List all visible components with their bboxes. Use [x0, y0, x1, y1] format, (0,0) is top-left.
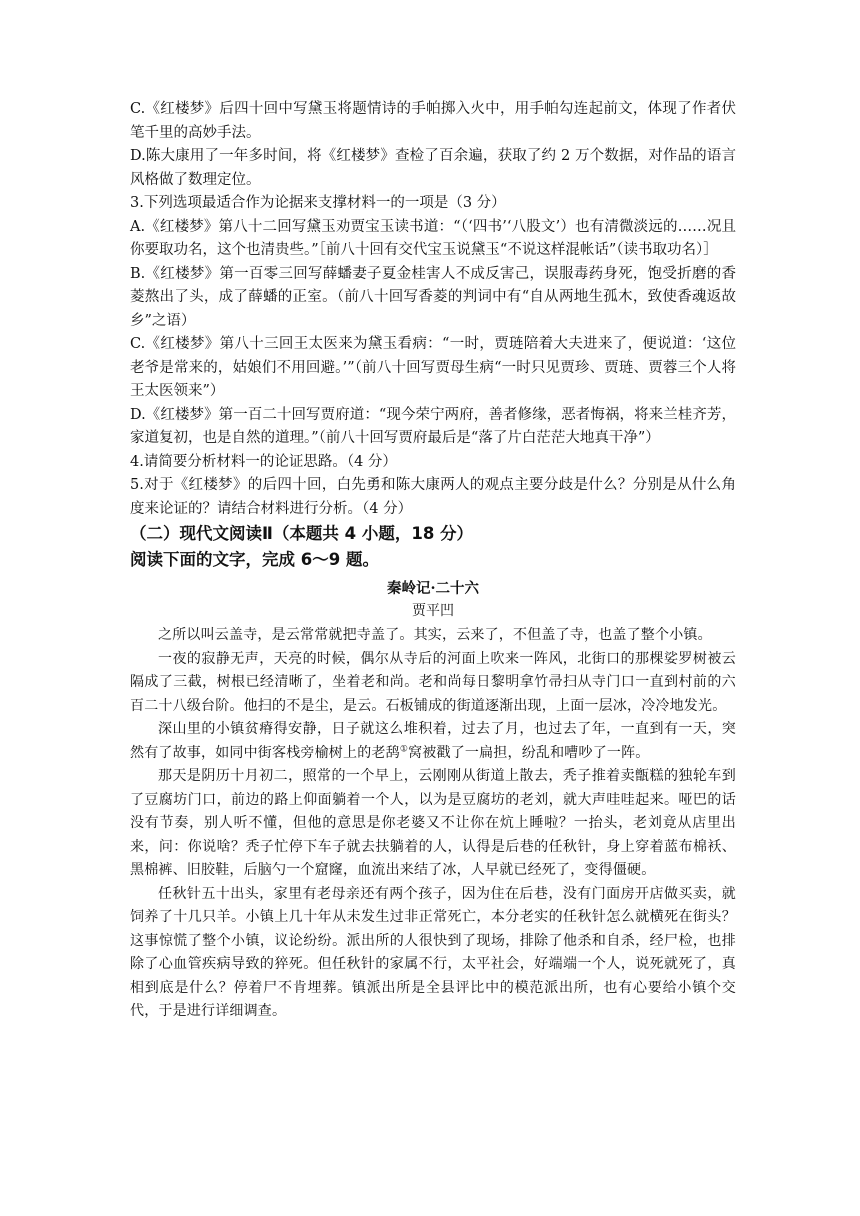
q3-option-a: A.《红楼梦》第八十二回写黛玉劝贾宝玉读书道：“（‘四书’‘八股文’）也有清微淡远的……况且你要取功名，这个也清贵些。”［前八十回有交代宝玉说黛玉“不说这样混帐话”（读书取功名）］ [130, 218, 736, 258]
option-c: C.《红楼梦》后四十回中写黛玉将题情诗的手帕掷入火中，用手帕勾连起前文，体现了作者伏笔千里的高妙手法。 [130, 101, 736, 141]
option-d: D.陈大康用了一年多时间，将《红楼梦》查检了百余遍，获取了约 2 万个数据，对作品的语言风格做了数理定位。 [130, 148, 736, 188]
section-title: （二）现代文阅读Ⅱ（本题共 4 小题，18 分） [130, 524, 474, 543]
article-paragraph-5: 任秋针五十出头，家里有老母亲还有两个孩子，因为住在后巷，没有门面房开店做买卖，就饲养了十几只羊。小镇上几十年从未发生过非正常死亡，本分老实的任秋针怎么就横死在街头？这事惊慌了整个小镇，议论纷纷。派出所的人很快到了现场，排除了他杀和自杀，经尸检，也排除了心血管疾病导致的猝死。但任秋针的家属不行，太平社会，好端端一个人，说死就死了，真相到底是什么？停着尸不肯埋葬。镇派出所是全县评比中的模范派出所，也有心要给小镇个交代，于是进行详细调查。 [130, 885, 736, 1019]
footnote-marker: ① [399, 743, 409, 754]
article-author: 贾平凹 [412, 603, 454, 619]
reading-instruction: 阅读下面的文字，完成 6～9 题。 [130, 550, 379, 569]
q3-option-c: C.《红楼梦》第八十三回王太医来为黛玉看病：“一时，贾琏陪着大夫进来了，便说道：‘这位老爷是常来的，姑娘们不用回避。’”（前八十回写贾母生病“一时只见贾珍、贾琏、贾蓉三个人将王太医领来”） [130, 336, 736, 399]
question-3: 3.下列选项最适合作为论据来支撑材料一的一项是（3 分） [130, 195, 506, 211]
article-title: 秦岭记·二十六 [386, 580, 480, 597]
question-4: 4.请简要分析材料一的论证思路。（4 分） [130, 453, 397, 470]
paragraph-3-text-b: 窝被戳了一扁担，纷乱和嘈吵了一阵。 [408, 744, 650, 761]
article-paragraph-2: 一夜的寂静无声，天亮的时候，偶尔从寺后的河面上吹来一阵风，北街口的那棵娑罗树被云隔成了三截，树根已经清晰了，坐着老和尚。老和尚每日黎明拿竹帚扫从寺门口一直到村前的六百二十八级台阶。他扫的不是尘，是云。石板铺成的街道逐渐出现，上面一层冰，冷冷地发光。 [130, 650, 736, 714]
exam-page [130, 98, 736, 1024]
article-paragraph-3 [130, 718, 736, 765]
article-paragraph-4: 那天是阴历十月初二，照常的一个早上，云刚刚从街道上散去，秃子推着卖甑糕的独轮车到了豆腐坊门口，前边的路上仰面躺着一个人，以为是豆腐坊的老刘，就大声哇哇起来。哑巴的话没有节奏，别人听不懂，但他的意思是你老婆又不让你在炕上睡啦？一抬头，老刘竟从店里出来，问：你说啥？秃子忙停下车子就去扶躺着的人，认得是后巷的任秋针，身上穿着蓝布棉袄、黑棉裤、旧胶鞋，后脑勺一个窟窿，血流出来结了冰，人早就已经死了，变得僵硬。 [130, 768, 736, 878]
question-5: 5.对于《红楼梦》的后四十回，白先勇和陈大康两人的观点主要分歧是什么？分别是从什么角度来论证的？请结合材料进行分析。（4 分） [130, 477, 736, 517]
article-paragraph-1: 之所以叫云盖寺，是云常常就把寺盖了。其实，云来了，不但盖了寺，也盖了整个小镇。 [158, 627, 712, 643]
paragraph-3-text-a: 深山里的小镇贫瘠得安静，日子就这么堆积着，过去了月，也过去了年，一直到有一天，突然有了故事，如同中街客栈旁榆树上的老鸹 [130, 721, 736, 761]
q3-option-b: B.《红楼梦》第一百零三回写薛蟠妻子夏金桂害人不成反害己，误服毒药身死，饱受折磨的香菱熬出了头，成了薛蟠的正室。（前八十回写香菱的判词中有“自从两地生孤木，致使香魂返故乡”之语） [130, 265, 736, 329]
q3-option-d: D.《红楼梦》第一百二十回写贾府道：“现今荣宁两府，善者修缘，恶者悔祸，将来兰桂齐芳，家道复初，也是自然的道理。”（前八十回写贾府最后是“落了片白茫茫大地真干净”） [130, 406, 736, 446]
